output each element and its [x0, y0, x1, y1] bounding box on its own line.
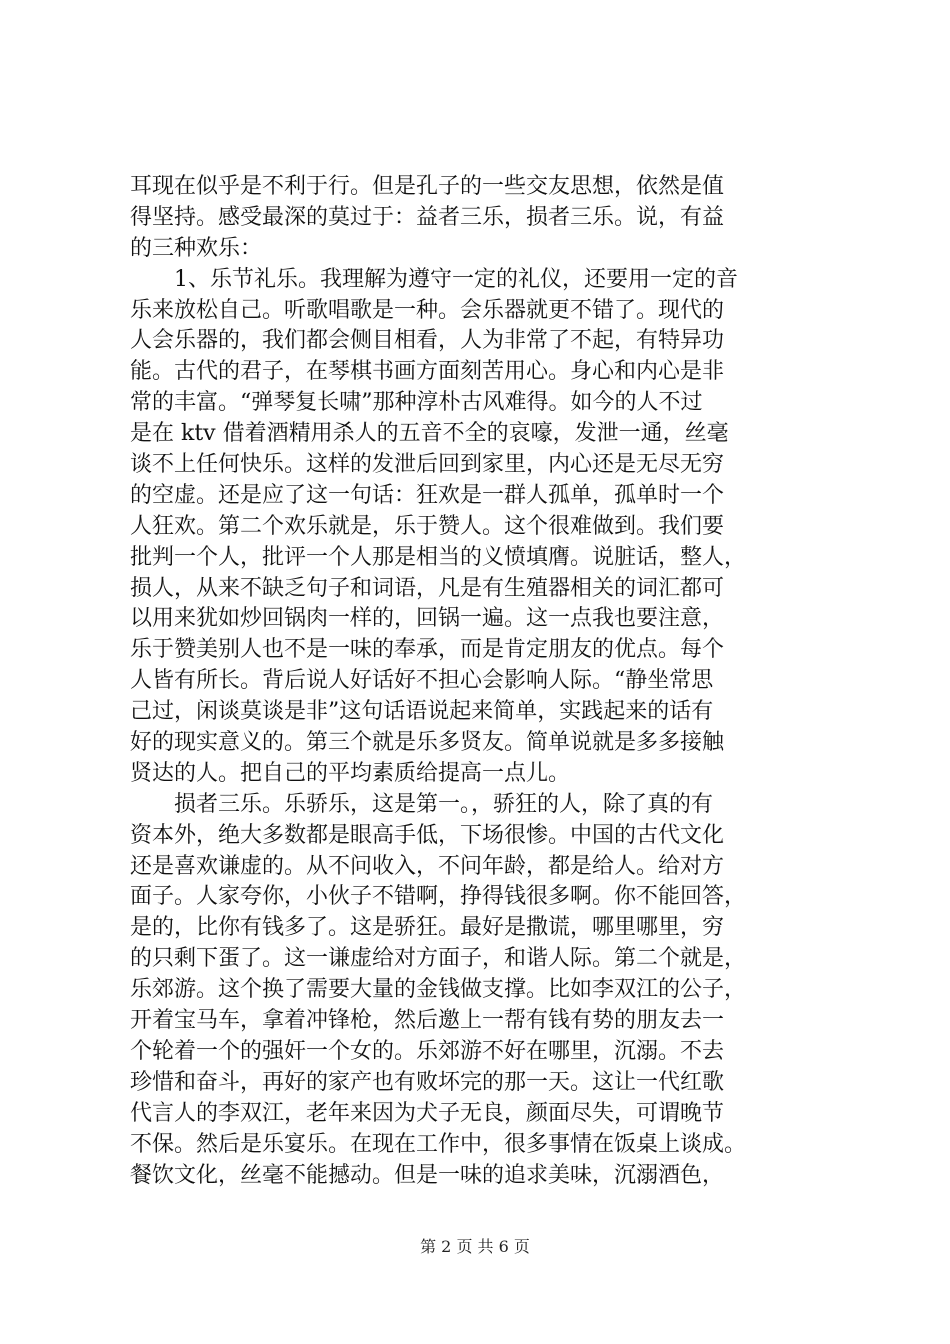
- text-line: 人会乐器的，我们都会侧目相看，人为非常了不起，有特异功: [130, 328, 725, 354]
- text-line: 不保。然后是乐宴乐。在现在工作中，很多事情在饭桌上谈成。: [130, 1131, 747, 1157]
- text-line: 是的，比你有钱多了。这是骄狂。最好是撒谎，哪里哪里，穷: [130, 915, 725, 941]
- text-line: 是在 ktv 借着酒精用杀人的五音不全的哀嚎，发泄一通，丝毫: [130, 421, 729, 447]
- text-line: 得坚持。感受最深的莫过于：益者三乐，损者三乐。说，有益: [130, 204, 725, 230]
- text-line: 面子。人家夸你，小伙子不错啊，挣得钱很多啊。你不能回答，: [130, 884, 747, 910]
- text-line: 个轮着一个的强奸一个女的。乐郊游不好在哪里，沉溺。不去: [130, 1038, 725, 1064]
- text-line: 贤达的人。把自己的平均素质给提高一点儿。: [130, 760, 571, 786]
- text-line: 还是喜欢谦虚的。从不问收入，不问年龄，都是给人。给对方: [130, 853, 725, 879]
- text-line: 好的现实意义的。第三个就是乐多贤友。简单说就是多多接触: [130, 730, 725, 756]
- text-line: 耳现在似乎是不利于行。但是孔子的一些交友思想，依然是值: [130, 174, 725, 199]
- text-line: 乐于赞美别人也不是一味的奉承，而是肯定朋友的优点。每个: [130, 637, 725, 663]
- text-line: 乐郊游。这个换了需要大量的金钱做支撑。比如李双江的公子，: [130, 977, 747, 1003]
- text-line: 开着宝马车，拿着冲锋枪，然后邀上一帮有钱有势的朋友去一: [130, 1008, 725, 1034]
- text-line: 谈不上任何快乐。这样的发泄后回到家里，内心还是无尽无穷: [130, 452, 725, 478]
- text-line: 能。古代的君子，在琴棋书画方面刻苦用心。身心和内心是非: [130, 359, 725, 385]
- text-line: 人狂欢。第二个欢乐就是，乐于赞人。这个很难做到。我们要: [130, 513, 725, 539]
- text-line: 人皆有所长。背后说人好话好不担心会影响人际。“静坐常思: [130, 668, 714, 694]
- text-line: 1、乐节礼乐。我理解为遵守一定的礼仪，还要用一定的音: [130, 266, 738, 292]
- text-line: 的只剩下蛋了。这一谦虚给对方面子，和谐人际。第二个就是，: [130, 946, 747, 972]
- text-line: 批判一个人，批评一个人那是相当的义愤填膺。说脏话，整人，: [130, 544, 747, 570]
- text-line: 的空虚。还是应了这一句话：狂欢是一群人孤单，孤单时一个: [130, 482, 725, 508]
- text-line: 珍惜和奋斗，再好的家产也有败坏完的那一天。这让一代红歌: [130, 1069, 725, 1095]
- text-line: 代言人的李双江，老年来因为犬子无良，颜面尽失，可谓晚节: [130, 1100, 725, 1126]
- text-line: 乐来放松自己。听歌唱歌是一种。会乐器就更不错了。现代的: [130, 297, 725, 323]
- text-line: 损者三乐。乐骄乐，这是第一。，骄狂的人，除了真的有: [130, 791, 714, 817]
- page-footer: 第 2 页 共 6 页: [420, 1237, 530, 1256]
- text-line: 常的丰富。“弹琴复长啸”那种淳朴古风难得。如今的人不过: [130, 390, 703, 416]
- text-line: 损人，从来不缺乏句子和词语，凡是有生殖器相关的词汇都可: [130, 575, 725, 601]
- text-line: 资本外，绝大多数都是眼高手低，下场很惨。中国的古代文化: [130, 822, 725, 848]
- text-line: 餐饮文化，丝毫不能撼动。但是一味的追求美味，沉溺酒色，: [130, 1162, 725, 1188]
- body-text: [130, 172, 830, 1191]
- text-line: 以用来犹如炒回锅肉一样的，回锅一遍。这一点我也要注意，: [130, 606, 725, 632]
- text-line: 的三种欢乐：: [130, 235, 263, 261]
- text-line: 己过，闲谈莫谈是非”这句话语说起来简单，实践起来的话有: [130, 699, 714, 725]
